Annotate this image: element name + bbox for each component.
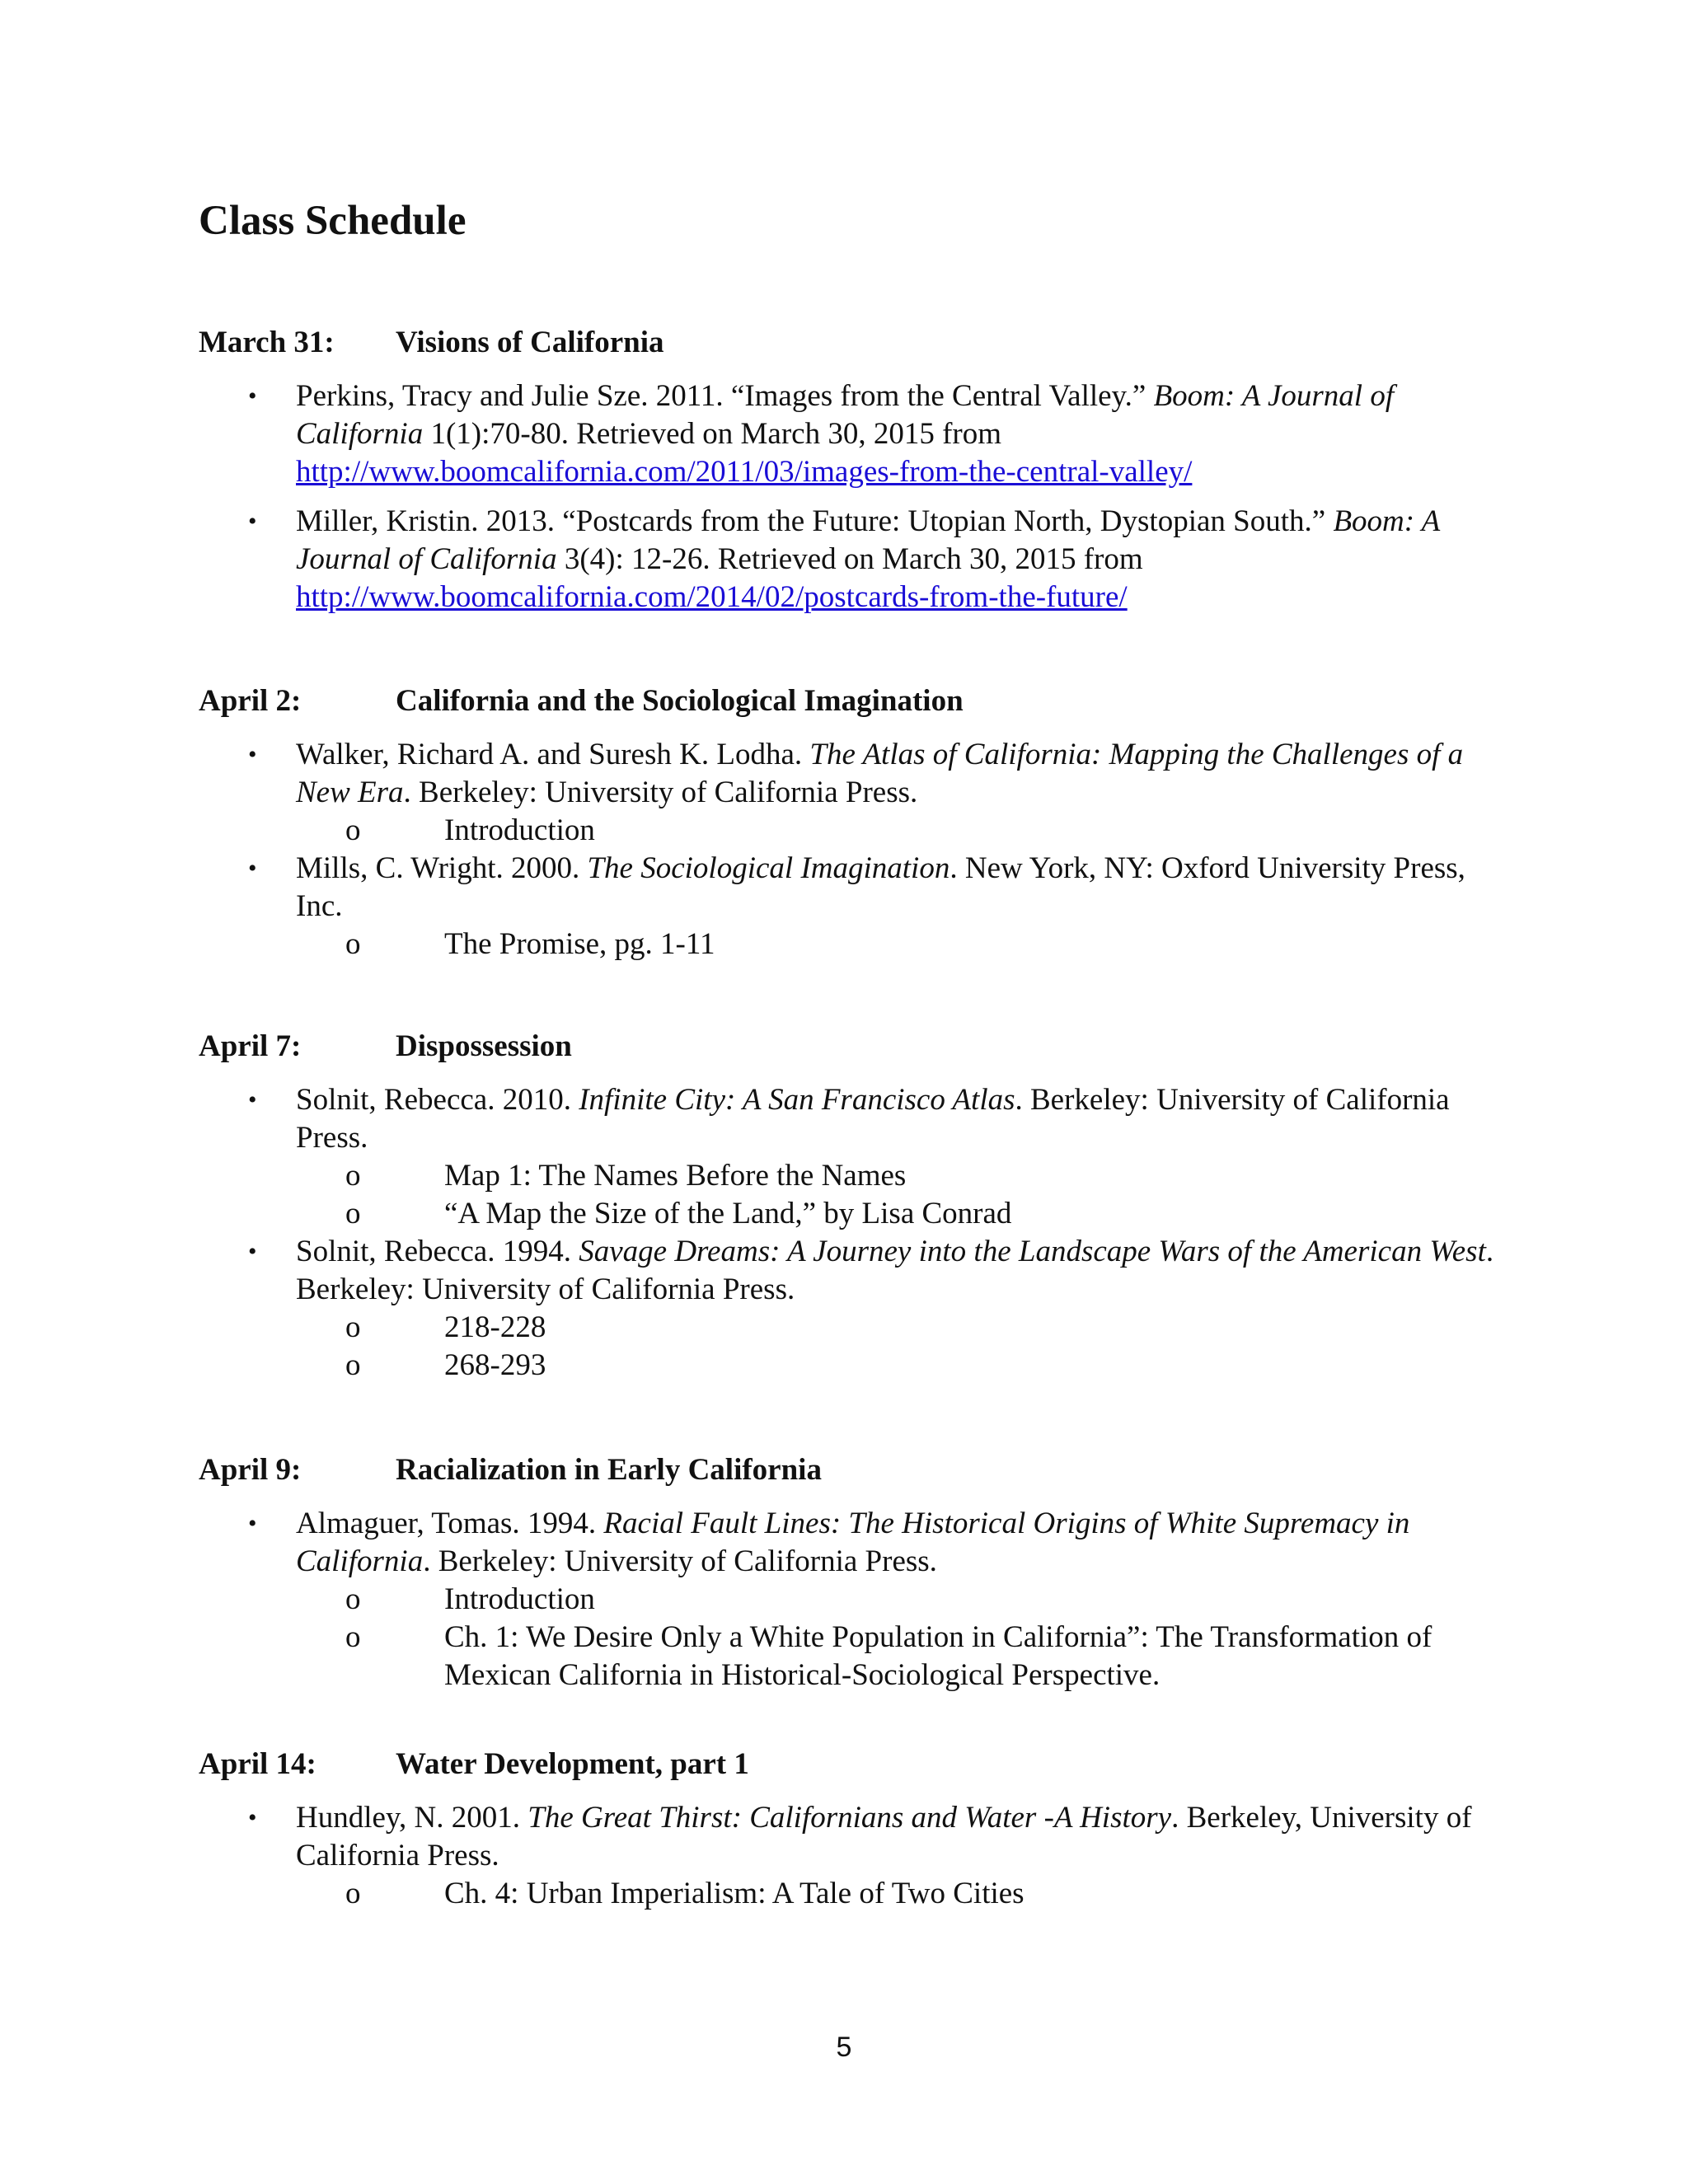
sub-list bbox=[296, 1157, 1501, 1233]
sub-item: o Map 1: The Names Before the Names bbox=[345, 1157, 1501, 1195]
sub-item: o Ch. 1: We Desire Only a White Population in California”: The Transformation of Mexican California in Historical-Sociological Perspective. bbox=[345, 1620, 1432, 1692]
citation-text: . Berkeley, University of California Press. bbox=[296, 1801, 1472, 1872]
circle-bullet-icon: o bbox=[345, 1348, 361, 1382]
citation-title: The Great Thirst: Californians and Water -A History bbox=[528, 1801, 1172, 1835]
citation-title: Racial Fault Lines: The Historical Origins of White Supremacy in California bbox=[296, 1507, 1410, 1578]
citation-link[interactable]: http://www.boomcalifornia.com/2011/03/images-from-the-central-valley/ bbox=[296, 455, 1193, 489]
session-date: April 7: bbox=[199, 1029, 302, 1063]
session-date: March 31: bbox=[199, 326, 335, 359]
circle-bullet-icon: o bbox=[345, 1159, 361, 1193]
session-date: April 2: bbox=[199, 684, 302, 718]
sub-item: o “A Map the Size of the Land,” by Lisa Conrad bbox=[345, 1195, 1501, 1233]
citation-title: The Sociological Imagination bbox=[587, 851, 950, 885]
citation-text: . Berkeley: University of California Press. bbox=[296, 1235, 1494, 1306]
session-topic: Dispossession bbox=[396, 1029, 572, 1063]
citation-text: . Berkeley: University of California Press. bbox=[403, 776, 918, 809]
citation-text: Solnit, Rebecca. 2010. bbox=[296, 1083, 579, 1117]
bullet-icon: • bbox=[248, 1238, 257, 1265]
citation-text: . Berkeley: University of California Press. bbox=[296, 1083, 1450, 1155]
citation-text: Perkins, Tracy and Julie Sze. 2011. “Images from the Central Valley.” bbox=[296, 379, 1154, 413]
reading-list bbox=[199, 1505, 1501, 1694]
session-topic: Water Development, part 1 bbox=[396, 1747, 749, 1781]
session-date: April 9: bbox=[199, 1453, 302, 1487]
reading-list bbox=[199, 736, 1501, 963]
citation-title: Infinite City: A San Francisco Atlas bbox=[579, 1083, 1015, 1117]
circle-bullet-icon: o bbox=[345, 813, 361, 847]
citation-title: Boom: A Journal of California bbox=[296, 504, 1440, 576]
sub-item: o 218-228 bbox=[345, 1309, 1501, 1347]
citation-text: Hundley, N. 2001. bbox=[296, 1801, 528, 1835]
bullet-icon: • bbox=[248, 741, 257, 768]
reading-item bbox=[199, 1799, 1501, 1913]
bullet-icon: • bbox=[248, 1510, 257, 1537]
bullet-icon: • bbox=[248, 1804, 257, 1831]
session-heading bbox=[199, 682, 1501, 720]
circle-bullet-icon: o bbox=[345, 1197, 361, 1230]
session-april-9 bbox=[199, 1451, 1501, 1694]
circle-bullet-icon: o bbox=[345, 1310, 361, 1344]
citation-title: The Atlas of California: Mapping the Challenges of a New Era bbox=[296, 738, 1464, 809]
reading-item bbox=[199, 1081, 1501, 1233]
bullet-icon: • bbox=[248, 508, 257, 535]
circle-bullet-icon: o bbox=[345, 1877, 361, 1910]
reading-item bbox=[199, 736, 1501, 850]
bullet-icon: • bbox=[248, 1086, 257, 1113]
session-heading bbox=[199, 1451, 1501, 1489]
citation-link[interactable]: http://www.boomcalifornia.com/2014/02/postcards-from-the-future/ bbox=[296, 580, 1128, 614]
bullet-icon: • bbox=[248, 855, 257, 882]
reading-list bbox=[199, 377, 1501, 616]
page-title: Class Schedule bbox=[199, 198, 467, 244]
sub-item: o Introduction bbox=[345, 812, 1501, 850]
bullet-icon: • bbox=[248, 382, 257, 410]
session-date: April 14: bbox=[199, 1747, 316, 1781]
sub-list bbox=[296, 926, 1501, 963]
sub-item: o 268-293 bbox=[345, 1347, 1501, 1385]
citation-text: Miller, Kristin. 2013. “Postcards from the Future: Utopian North, Dystopian South.” bbox=[296, 504, 1334, 538]
citation-text: Almaguer, Tomas. 1994. bbox=[296, 1507, 604, 1540]
citation-text: Mills, C. Wright. 2000. bbox=[296, 851, 588, 885]
sub-list bbox=[296, 812, 1501, 850]
sub-item: o The Promise, pg. 1-11 bbox=[345, 926, 1501, 963]
sub-list bbox=[296, 1875, 1501, 1913]
reading-item bbox=[199, 503, 1501, 616]
citation-text: . New York, NY: Oxford University Press, Inc. bbox=[296, 851, 1465, 923]
session-topic: Racialization in Early California bbox=[396, 1453, 822, 1487]
session-heading bbox=[199, 324, 1501, 362]
circle-bullet-icon: o bbox=[345, 1620, 361, 1654]
session-april-7 bbox=[199, 1028, 1501, 1385]
session-april-14 bbox=[199, 1746, 1501, 1913]
session-april-2 bbox=[199, 682, 1501, 963]
reading-item bbox=[199, 850, 1501, 963]
session-topic: Visions of California bbox=[396, 326, 664, 359]
reading-list bbox=[199, 1799, 1501, 1913]
circle-bullet-icon: o bbox=[345, 927, 361, 961]
citation-title: Savage Dreams: A Journey into the Landscape Wars of the American West bbox=[579, 1235, 1486, 1268]
session-heading bbox=[199, 1028, 1501, 1066]
sub-list bbox=[296, 1581, 1501, 1694]
reading-item bbox=[199, 377, 1501, 491]
sub-item: o Ch. 4: Urban Imperialism: A Tale of Two Cities bbox=[345, 1875, 1501, 1913]
sub-list bbox=[296, 1309, 1501, 1385]
session-topic: California and the Sociological Imagination bbox=[396, 684, 964, 718]
reading-list bbox=[199, 1081, 1501, 1385]
page-number: 5 bbox=[836, 2032, 852, 2063]
citation-text: . Berkeley: University of California Press. bbox=[423, 1544, 937, 1578]
circle-bullet-icon: o bbox=[345, 1582, 361, 1616]
reading-item bbox=[199, 1505, 1501, 1694]
session-heading bbox=[199, 1746, 1501, 1783]
session-march-31 bbox=[199, 324, 1501, 628]
citation-text: 3(4): 12-26. Retrieved on March 30, 2015 from bbox=[556, 542, 1143, 576]
citation-text: 1(1):70-80. Retrieved on March 30, 2015 from bbox=[423, 417, 1002, 451]
sub-item: o Introduction bbox=[345, 1581, 1501, 1619]
citation-text: Solnit, Rebecca. 1994. bbox=[296, 1235, 579, 1268]
reading-item bbox=[199, 1233, 1501, 1385]
citation-title: Boom: A Journal of California bbox=[296, 379, 1395, 451]
citation-text: Walker, Richard A. and Suresh K. Lodha. bbox=[296, 738, 810, 771]
